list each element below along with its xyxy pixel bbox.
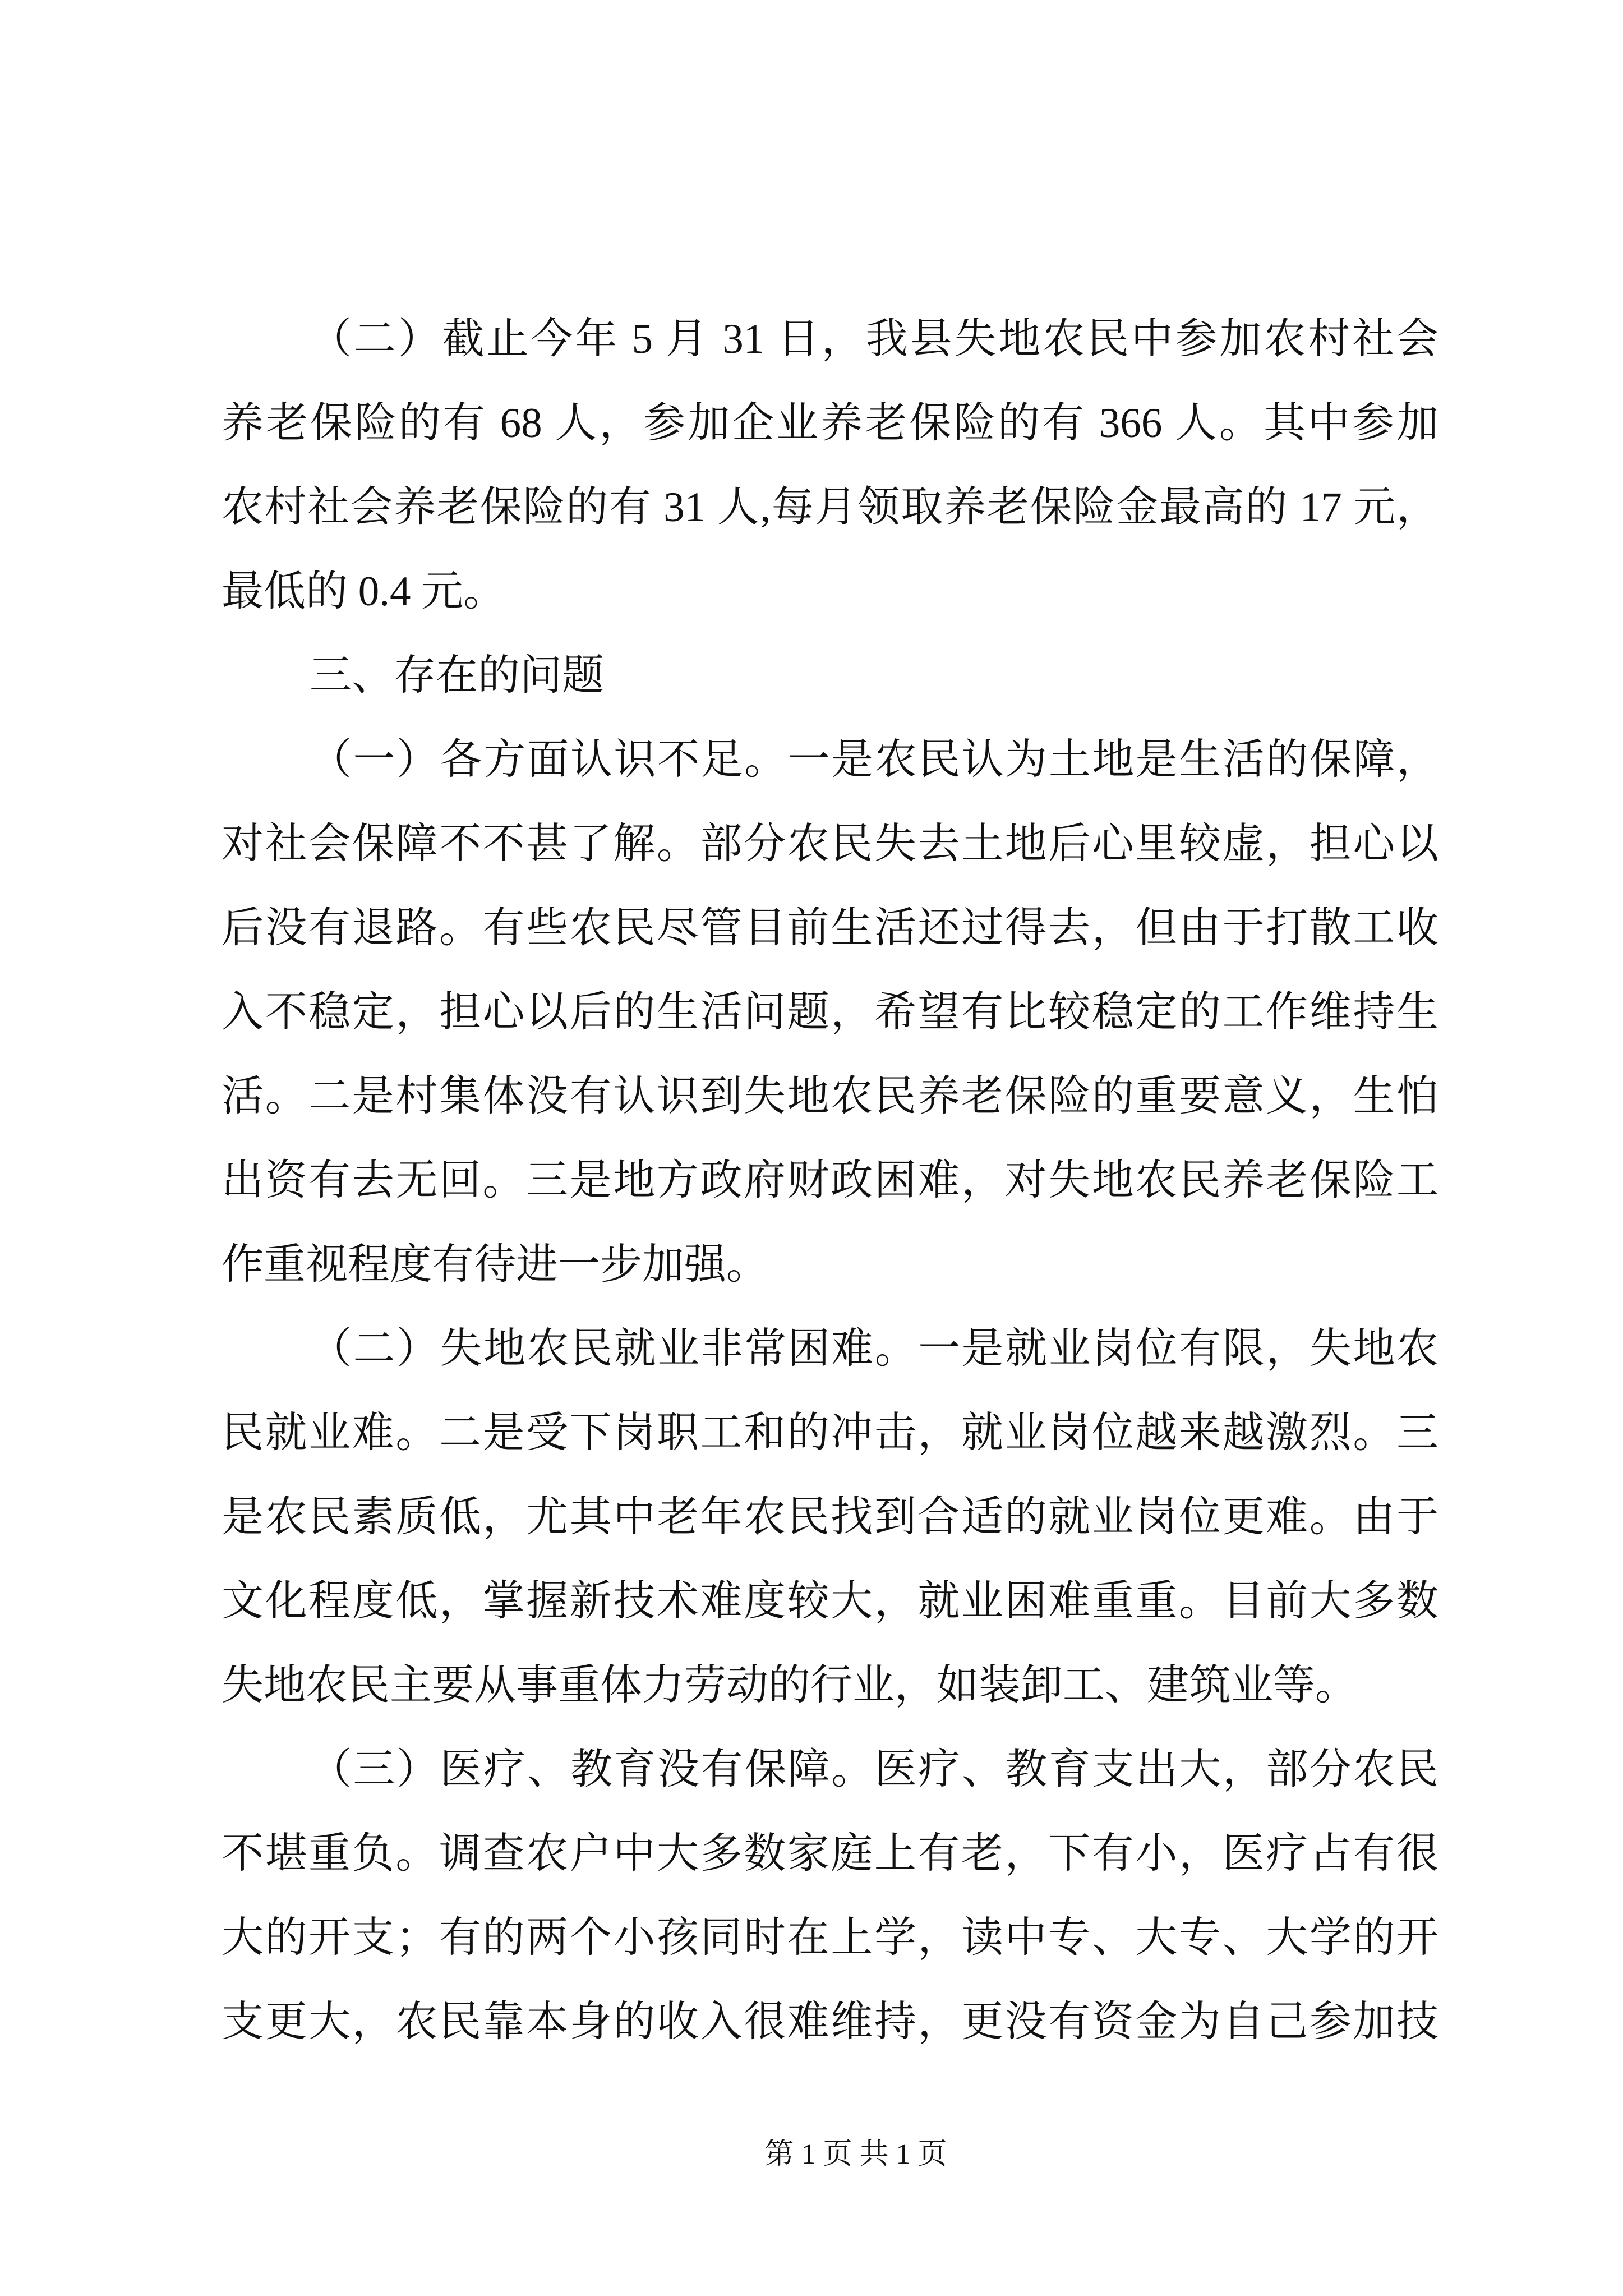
section-heading: [222, 634, 1438, 718]
paragraph-insurance-stats: [222, 297, 1438, 634]
paragraph-line: （二）失地农民就业非常困难。一是就业岗位有限，失地农: [310, 1326, 1438, 1372]
paragraph-line: 不堪重负。调查农户中大多数家庭上有老，下有小，医疗占有很: [222, 1830, 1438, 1877]
paragraph-line: 后没有退路。有些农民尽管目前生活还过得去，但由于打散工收: [222, 905, 1438, 951]
page-number-label: 第 1 页 共 1 页: [764, 2138, 947, 2170]
paragraph-line: 支更大，农民靠本身的收入很难维持，更没有资金为自己参加技: [222, 1999, 1438, 2045]
page-footer: [764, 2134, 947, 2175]
paragraph-line: 出资有去无回。三是地方政府财政困难，对失地农民养老保险工: [222, 1157, 1438, 1204]
paragraph-awareness: [222, 718, 1438, 1307]
paragraph-line: 活。二是村集体没有认识到失地农民养老保险的重要意义，生怕: [222, 1073, 1438, 1120]
paragraph-line: 最低的 0.4 元。: [222, 568, 506, 615]
section-heading-text: 三、存在的问题: [310, 652, 605, 699]
paragraph-employment: [222, 1307, 1438, 1728]
paragraph-line: 大的开支；有的两个小孩同时在上学，读中专、大专、大学的开: [222, 1915, 1438, 1961]
paragraph-line: 农村社会养老保险的有 31 人,每月领取养老保险金最高的 17 元，: [222, 484, 1438, 531]
paragraph-line: 文化程度低，掌握新技术难度较大，就业困难重重。目前大多数: [222, 1578, 1438, 1625]
paragraph-line: 养老保险的有 68 人，参加企业养老保险的有 366 人。其中参加: [222, 400, 1438, 447]
paragraph-line: （一）各方面认识不足。一是农民认为土地是生活的保障，: [310, 737, 1438, 783]
paragraph-line: （三）医疗、教育没有保障。医疗、教育支出大，部分农民: [310, 1746, 1438, 1793]
paragraph-line: 民就业难。二是受下岗职工和的冲击，就业岗位越来越激烈。三: [222, 1410, 1438, 1456]
paragraph-line: 入不稳定，担心以后的生活问题，希望有比较稳定的工作维持生: [222, 989, 1438, 1036]
paragraph-line: 失地农民主要从事重体力劳动的行业，如装卸工、建筑业等。: [222, 1662, 1358, 1709]
paragraph-line: 是农民素质低，尤其中老年农民找到合适的就业岗位更难。由于: [222, 1494, 1438, 1540]
paragraph-line: 对社会保障不不甚了解。部分农民失去土地后心里较虚，担心以: [222, 821, 1438, 867]
document-body: [222, 297, 1438, 2064]
paragraph-medical-education: [222, 1728, 1438, 2064]
paragraph-line: 作重视程度有待进一步加强。: [222, 1241, 769, 1288]
paragraph-line: （二）截止今年 5 月 31 日，我县失地农民中参加农村社会: [310, 316, 1438, 362]
